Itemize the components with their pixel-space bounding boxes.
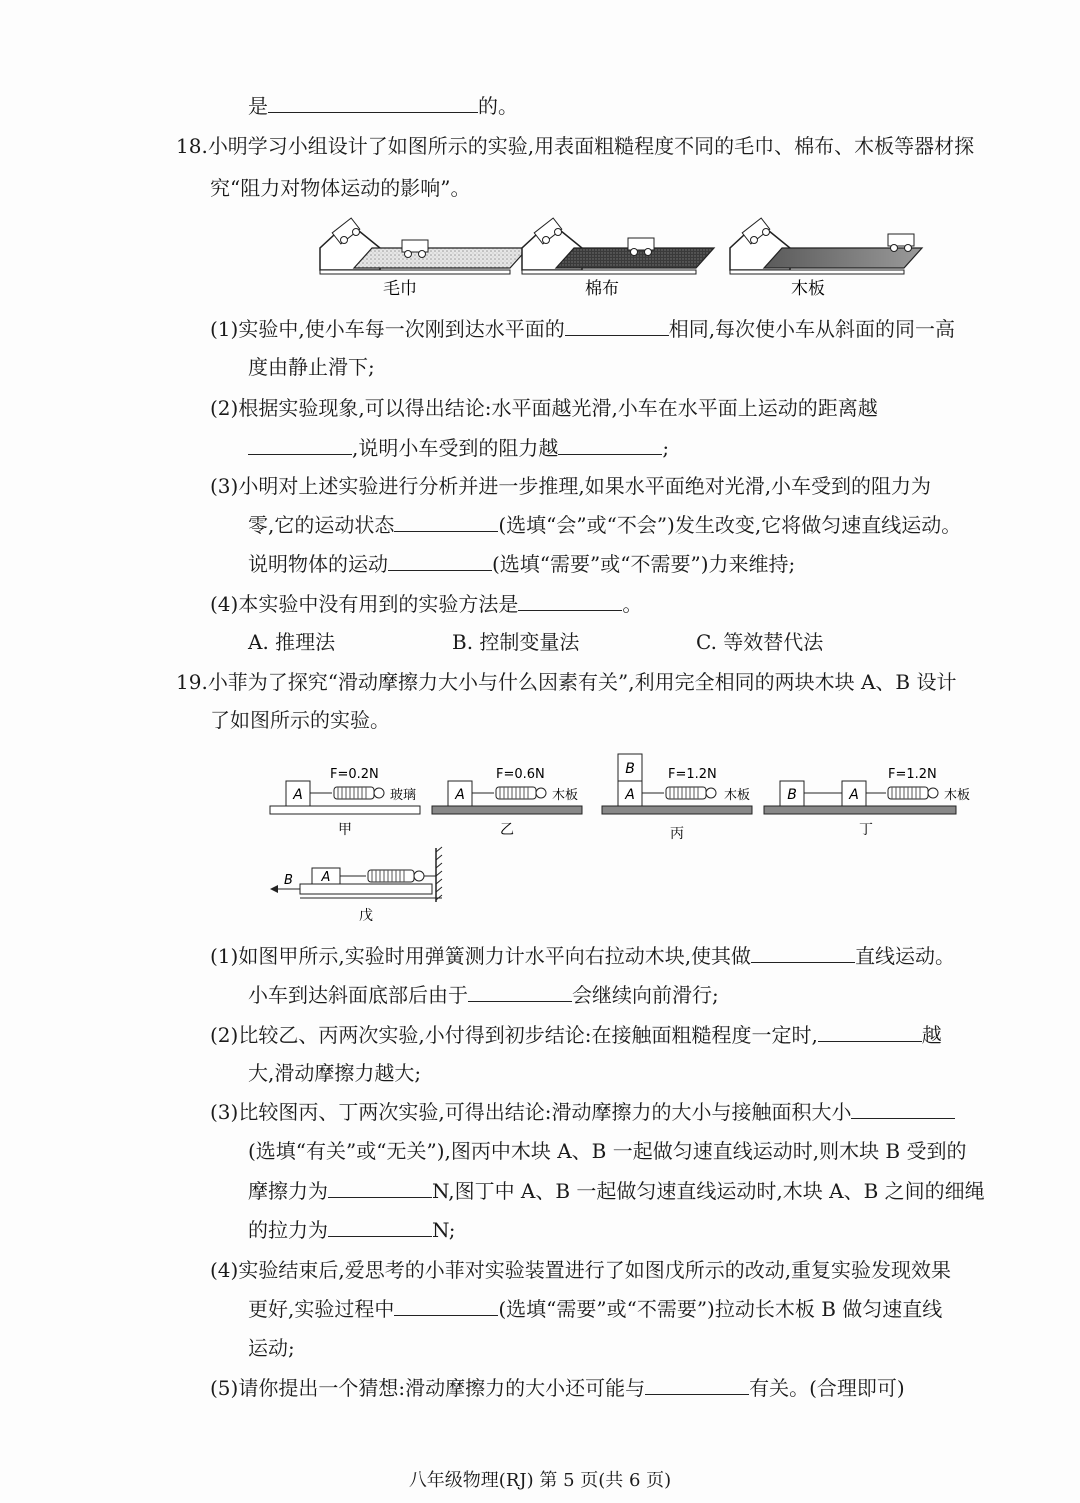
label-wood: 木板 (791, 279, 825, 299)
text: 小明学习小组设计了如图所示的实验,用表面粗糙程度不同的毛巾、棉布、木板等器材探 (207, 134, 975, 158)
q19-part1-line1 (210, 942, 955, 970)
text: 是 (248, 94, 268, 118)
answer-blank[interactable] (518, 590, 622, 611)
q19-part4-line3 (248, 1334, 295, 1362)
text: ,说明小车受到的阻力越 (352, 436, 559, 460)
text: (选填“有关”或“无关”),图丙中木块 A、B 一起做匀速直线运动时,则木块 B 受到的 (248, 1139, 967, 1163)
answer-blank[interactable] (851, 1098, 955, 1119)
q18-option-b[interactable]: B. 控制变量法 (452, 630, 580, 654)
q19-stem-line1 (176, 668, 956, 696)
q18-figure-incline-experiment (310, 210, 930, 300)
q19-part3-line1 (210, 1098, 955, 1126)
text: 请你提出一个猜想:滑动摩擦力的大小还可能与 (238, 1376, 646, 1400)
panel-label: 丁 (859, 822, 873, 838)
text: 越 (921, 1023, 942, 1047)
text: 本实验中没有用到的实验方法是 (238, 592, 519, 616)
force-label: F=1.2N (888, 767, 937, 782)
surface-label: 木板 (944, 788, 971, 803)
setup-cotton (522, 218, 714, 274)
surface-label: 木板 (552, 788, 579, 803)
q19-part4-line1 (210, 1256, 951, 1284)
text: N; (432, 1218, 456, 1242)
part-label: (5) (210, 1376, 239, 1400)
answer-blank[interactable] (751, 942, 855, 963)
answer-blank[interactable] (645, 1374, 749, 1395)
text: 了如图所示的实验。 (210, 708, 390, 732)
q19-part4-line2 (248, 1295, 942, 1323)
part-label: (4) (210, 1258, 239, 1282)
q18-part2-line2 (248, 434, 669, 462)
q19-part2-line2 (248, 1059, 421, 1087)
text: 说明物体的运动 (248, 552, 388, 576)
text: 更好,实验过程中 (248, 1297, 395, 1321)
q18-part1-line2 (248, 353, 375, 381)
q18-part2-line1 (210, 394, 878, 422)
q19-part3-line2 (248, 1137, 967, 1165)
text: 有关。(合理即可) (749, 1376, 905, 1400)
text: 如图甲所示,实验时用弹簧测力计水平向右拉动木块,使其做 (238, 944, 752, 968)
block-b-label: B (787, 787, 797, 803)
text: 小车到达斜面底部后由于 (248, 983, 468, 1007)
block-a-label: A (455, 787, 465, 803)
force-label: F=0.2N (330, 767, 379, 782)
part-label: (1) (210, 944, 239, 968)
text: (选填“会”或“不会”)发生改变,它将做匀速直线运动。 (498, 513, 962, 537)
q19-part3-line3 (248, 1177, 985, 1205)
answer-blank[interactable] (818, 1021, 922, 1042)
text: 究“阻力对物体运动的影响”。 (210, 176, 471, 200)
surface-label: 玻璃 (390, 788, 417, 803)
text: 会继续向前滑行; (572, 983, 719, 1007)
answer-blank[interactable] (328, 1177, 432, 1198)
text: N,图丁中 A、B 一起做匀速直线运动时,木块 A、B 之间的细绳 (432, 1179, 985, 1203)
q19-part1-line2 (248, 981, 719, 1009)
surface-label: 木板 (724, 788, 751, 803)
board-b-label: B (284, 873, 293, 888)
q18-part3-line3 (248, 550, 795, 578)
question-number: 19. (176, 670, 208, 694)
label-cotton: 棉布 (585, 279, 619, 299)
setup-wood (730, 218, 922, 274)
q18-option-c[interactable]: C. 等效替代法 (696, 630, 824, 654)
answer-blank[interactable] (248, 434, 352, 455)
q18-part4 (210, 590, 642, 618)
answer-blank[interactable] (268, 92, 478, 113)
text: 的。 (478, 94, 518, 118)
text: 相同,每次使小车从斜面的同一高 (668, 317, 956, 341)
setup-towel (320, 218, 528, 274)
answer-blank[interactable] (394, 511, 498, 532)
answer-blank[interactable] (468, 981, 572, 1002)
q19-stem-line2 (210, 706, 390, 734)
panel-yi (432, 767, 582, 838)
text: (选填“需要”或“不需要”)拉动长木板 B 做匀速直线 (498, 1297, 943, 1321)
panel-label: 戊 (359, 908, 373, 924)
text: 比较图丙、丁两次实验,可得出结论:滑动摩擦力的大小与接触面积大小 (238, 1100, 852, 1124)
part-label: (3) (210, 1100, 239, 1124)
block-a-label: A (849, 787, 859, 803)
block-b-label: B (625, 761, 635, 777)
q19-part5 (210, 1374, 905, 1402)
part-label: (2) (210, 396, 239, 420)
panel-label: 甲 (338, 822, 352, 838)
label-towel: 毛巾 (383, 279, 417, 299)
panel-ding (764, 767, 970, 838)
text: 实验结束后,爱思考的小菲对实验装置进行了如图戊所示的改动,重复实验发现效果 (238, 1258, 952, 1282)
text: 度由静止滑下; (248, 355, 375, 379)
block-a-label: A (293, 787, 303, 803)
part-label: (3) (210, 474, 239, 498)
panel-wu (270, 847, 442, 924)
carryover-line (248, 92, 518, 120)
block-a-label: A (625, 787, 635, 803)
force-label: F=1.2N (668, 767, 717, 782)
q18-stem-line1 (176, 132, 974, 160)
question-number: 18. (176, 134, 208, 158)
text: ; (662, 436, 670, 460)
q19-part2-line1 (210, 1021, 942, 1049)
q19-figure-friction-experiment (262, 746, 982, 926)
block-a-label: A (321, 870, 331, 885)
answer-blank[interactable] (565, 315, 669, 336)
answer-blank[interactable] (558, 434, 662, 455)
q18-stem-line2 (210, 174, 470, 202)
answer-blank[interactable] (328, 1216, 432, 1237)
panel-bing (602, 754, 752, 842)
text: 直线运动。 (855, 944, 956, 968)
q18-part3-line1 (210, 472, 931, 500)
text: 实验中,使小车每一次刚到达水平面的 (238, 317, 565, 341)
panel-label: 乙 (500, 822, 514, 838)
text: 运动; (248, 1336, 295, 1360)
q18-part1-line1 (210, 315, 955, 343)
text: 根据实验现象,可以得出结论:水平面越光滑,小车在水平面上运动的距离越 (238, 396, 878, 420)
text: 零,它的运动状态 (248, 513, 395, 537)
part-label: (1) (210, 317, 239, 341)
text: 大,滑动摩擦力越大; (248, 1061, 422, 1085)
panel-label: 丙 (670, 826, 684, 842)
q19-part3-line4 (248, 1216, 456, 1244)
answer-blank[interactable] (394, 1295, 498, 1316)
text: (选填“需要”或“不需要”)力来维持; (492, 552, 796, 576)
text: 小明对上述实验进行分析并进一步推理,如果水平面绝对光滑,小车受到的阻力为 (238, 474, 932, 498)
force-label: F=0.6N (496, 767, 545, 782)
page-footer: 八年级物理(RJ) 第 5 页(共 6 页) (408, 1470, 672, 1491)
answer-blank[interactable] (388, 550, 492, 571)
q18-part3-line2 (248, 511, 961, 539)
text: 比较乙、丙两次实验,小付得到初步结论:在接触面粗糙程度一定时, (238, 1023, 818, 1047)
part-label: (2) (210, 1023, 239, 1047)
text: 小菲为了探究“滑动摩擦力大小与什么因素有关”,利用完全相同的两块木块 A、B 设计 (207, 670, 957, 694)
part-label: (4) (210, 592, 239, 616)
text: 。 (622, 592, 643, 616)
text: 摩擦力为 (248, 1179, 328, 1203)
q18-option-a[interactable]: A. 推理法 (248, 630, 336, 654)
panel-jia (270, 767, 420, 838)
text: 的拉力为 (248, 1218, 328, 1242)
